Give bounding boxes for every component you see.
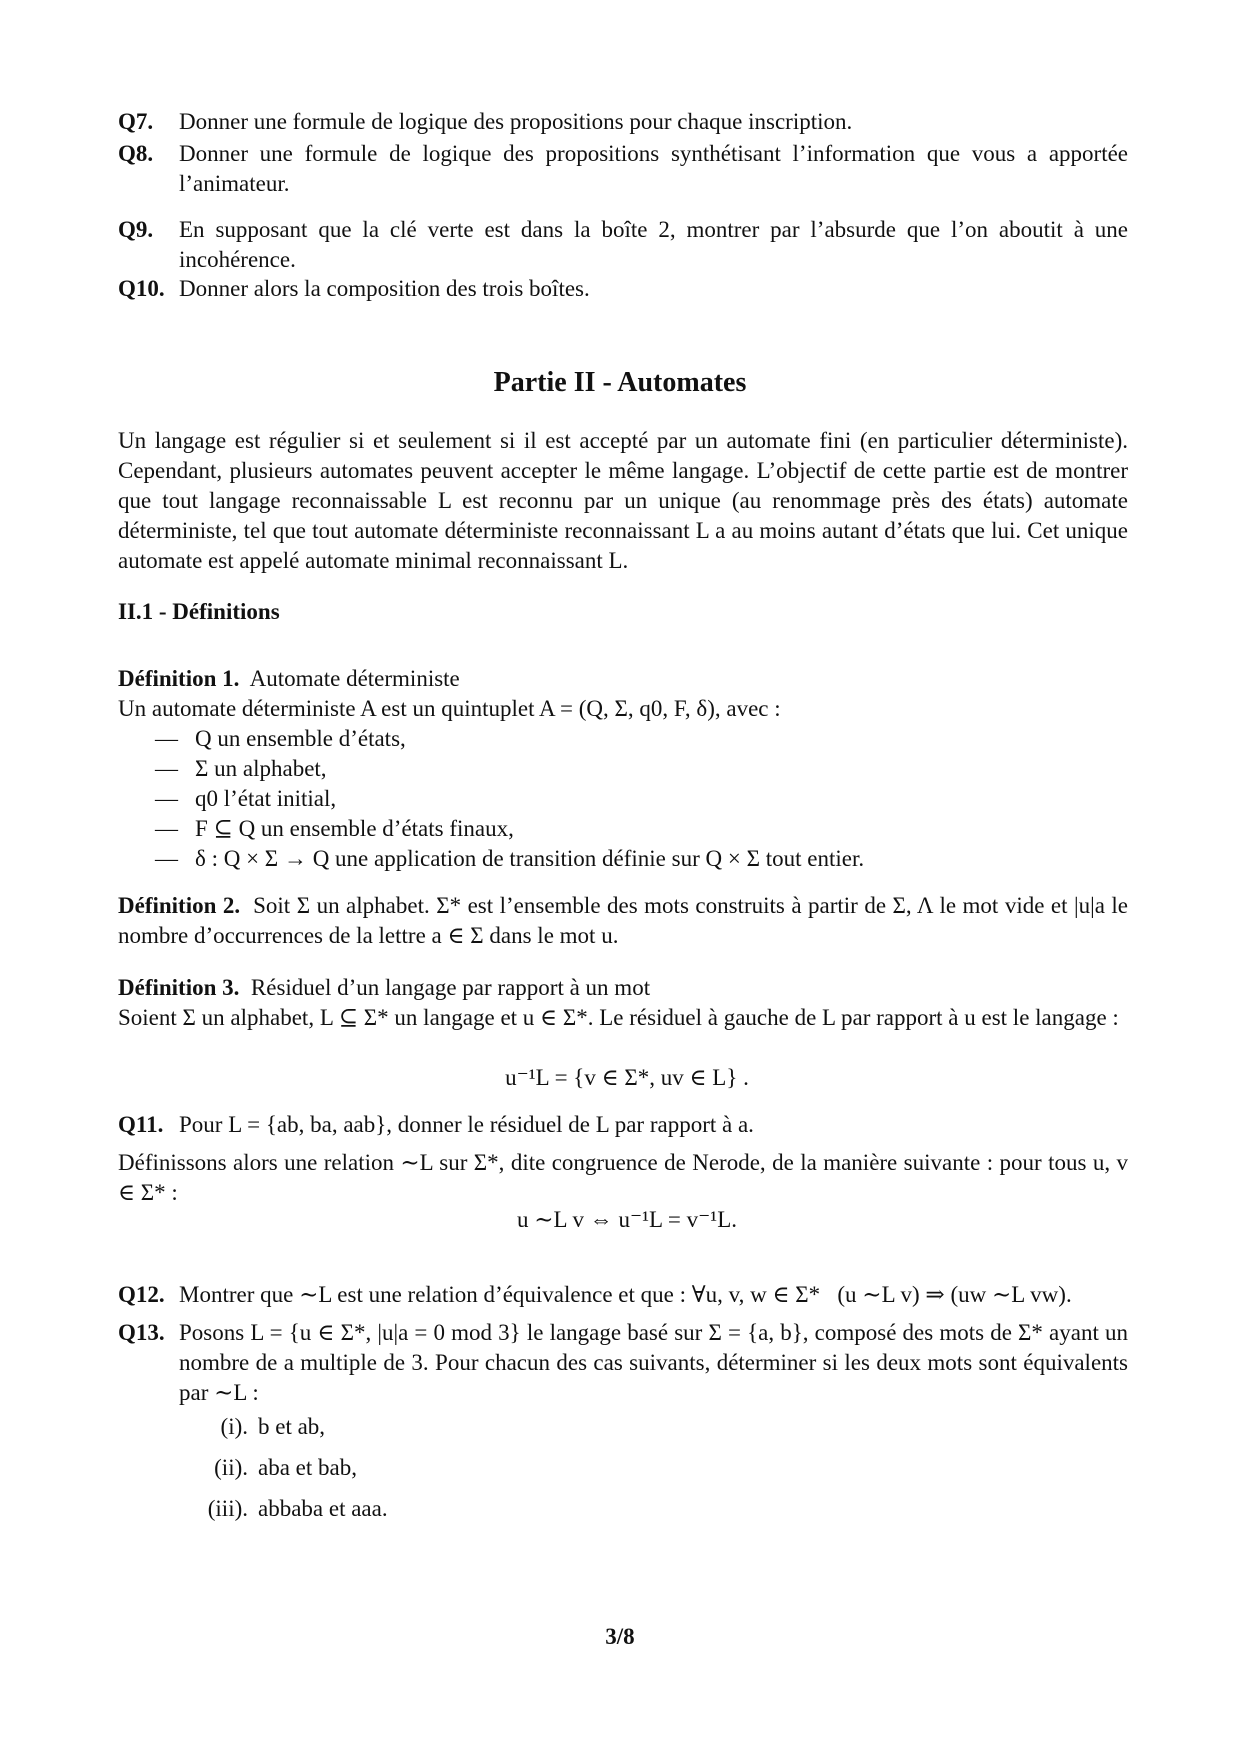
definition-text: Soit Σ un alphabet. Σ* est l’ensemble des mots construits à partir de Σ, Λ le mot vide et |u|a le nombre d’occurrences de la lettre a ∈ Σ dans le mot u. xyxy=(118,893,1129,948)
definition-label: Définition 3. xyxy=(118,975,240,1000)
question-q9 xyxy=(118,215,1128,275)
question-text: Montrer que ∼L est une relation d’équivalence et que : ∀u, v, w ∈ Σ* (u ∼L v) ⇒ (uw ∼L vw). xyxy=(179,1282,1072,1307)
list-item-text: Σ un alphabet, xyxy=(195,756,327,781)
case-number: (ii). xyxy=(214,1455,248,1480)
definition-2 xyxy=(118,891,1128,951)
definition-title: Automate déterministe xyxy=(249,666,460,691)
dash-bullet: — xyxy=(155,786,178,811)
question-text: Donner une formule de logique des propositions synthétisant l’information que vous a apportée l’animateur. xyxy=(179,141,1128,196)
dash-bullet: — xyxy=(155,726,178,751)
question-label: Q7. xyxy=(118,109,154,134)
list-item-text: δ : Q × Σ → Q une application de transition définie sur Q × Σ tout entier. xyxy=(195,846,865,871)
question-text: Posons L = {u ∈ Σ*, |u|a = 0 mod 3} le langage basé sur Σ = {a, b}, composé des mots de Σ* ayant un nombre de a multiple de 3. Pour chacun des cas suivants, déterminer si les deux mots sont équivalents par ∼L : xyxy=(179,1320,1128,1405)
question-text: Pour L = {ab, ba, aab}, donner le résiduel de L par rapport à a. xyxy=(179,1112,754,1137)
definition-label: Définition 1. xyxy=(118,666,240,691)
question-label: Q11. xyxy=(118,1112,164,1137)
page-number: 3/8 xyxy=(605,1624,635,1649)
definition-label: Définition 2. xyxy=(118,893,241,918)
question-q11 xyxy=(118,1110,1128,1140)
definition-title: Résiduel d’un langage par rapport à un mot xyxy=(250,975,651,1000)
intro-paragraph: Un langage est régulier si et seulement si il est accepté par un automate fini (en particulier déterministe). Cependant, plusieurs automates peuvent accepter le même langage. L’objectif de cette partie est de montrer que tout langage reconnaissable L est reconnu par un unique (au renommage près des états) automate déterministe, tel que tout automate déterministe reconnaissant L a au moins autant d’états que lui. Cet unique automate est appelé automate minimal reconnaissant L. xyxy=(118,428,1128,573)
definition-3-text: Soient Σ un alphabet, L ⊆ Σ* un langage et u ∈ Σ*. Le résiduel à gauche de L par rapport à u est le langage : xyxy=(118,1005,1119,1030)
dash-bullet: — xyxy=(155,846,178,871)
question-label: Q10. xyxy=(118,276,165,301)
dash-bullet: — xyxy=(155,756,178,781)
case-text: aba et bab, xyxy=(258,1455,357,1480)
question-q13 xyxy=(118,1318,1128,1408)
nerode-formula: u ∼L v ⇔ u⁻¹L = v⁻¹L. xyxy=(516,1207,737,1232)
list-item-text: F ⊆ Q un ensemble d’états finaux, xyxy=(195,816,514,841)
question-label: Q8. xyxy=(118,141,154,166)
definition-1-header xyxy=(118,664,1128,694)
question-q7 xyxy=(118,107,1128,137)
residual-formula: u⁻¹L = {v ∈ Σ*, uv ∈ L} . xyxy=(505,1065,749,1090)
part-title: Partie II - Automates xyxy=(493,367,747,398)
case-number: (i). xyxy=(220,1414,248,1439)
definition-1-intro: Un automate déterministe A est un quintuplet A = (Q, Σ, q0, F, δ), avec : xyxy=(118,696,781,721)
question-label: Q9. xyxy=(118,217,154,242)
case-number: (iii). xyxy=(207,1496,248,1521)
definition-3-header xyxy=(118,973,1128,1003)
case-text: abbaba et aaa. xyxy=(258,1496,388,1521)
question-q8 xyxy=(118,139,1128,199)
question-text: En supposant que la clé verte est dans la boîte 2, montrer par l’absurde que l’on aboutit à une incohérence. xyxy=(179,217,1128,272)
list-item-text: Q un ensemble d’états, xyxy=(195,726,406,751)
list-item-text: q0 l’état initial, xyxy=(195,786,337,811)
question-q12 xyxy=(118,1280,1128,1310)
nerode-paragraph: Définissons alors une relation ∼L sur Σ*, dite congruence de Nerode, de la manière suivante : pour tous u, v ∈ Σ* : xyxy=(118,1150,1128,1205)
case-text: b et ab, xyxy=(258,1414,326,1439)
question-label: Q12. xyxy=(118,1282,165,1307)
question-text: Donner alors la composition des trois boîtes. xyxy=(179,276,590,301)
question-q10 xyxy=(118,274,1128,304)
section-title: II.1 - Définitions xyxy=(118,599,280,624)
question-label: Q13. xyxy=(118,1320,165,1345)
question-text: Donner une formule de logique des propositions pour chaque inscription. xyxy=(179,109,853,134)
dash-bullet: — xyxy=(155,816,178,841)
